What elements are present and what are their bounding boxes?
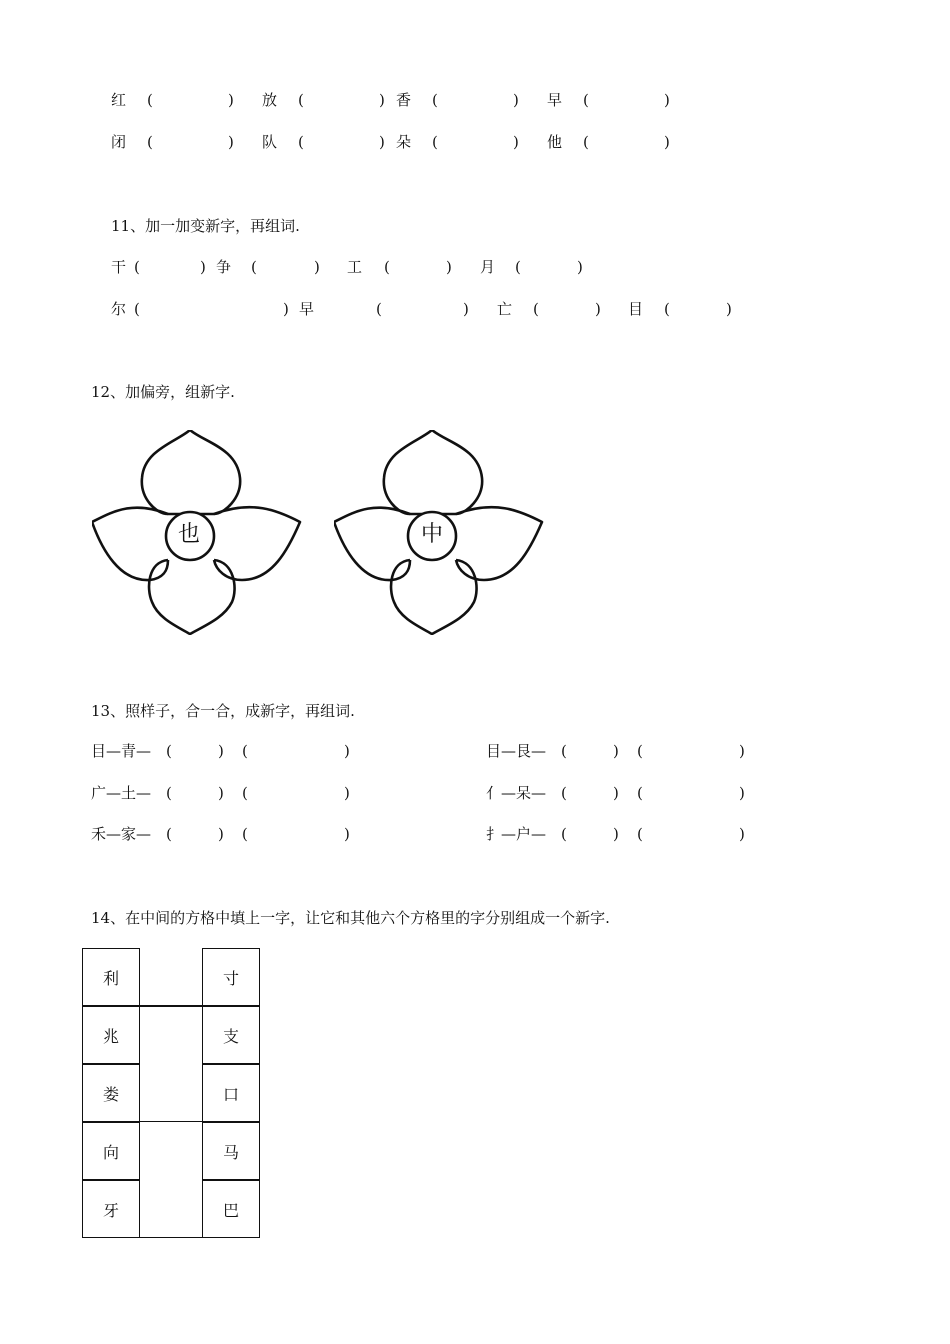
paren-open: ( — [637, 784, 643, 802]
grid-cell-left: 兆 — [82, 1006, 140, 1064]
paren-close: ) — [218, 825, 224, 843]
char: 放 — [262, 91, 278, 109]
grid-cell-right: 支 — [202, 1006, 260, 1064]
q13-right-item: 目—艮— — [486, 742, 547, 760]
grid-cell-right: 巴 — [202, 1180, 260, 1238]
q13-left-item: 禾—家— — [91, 825, 152, 843]
q13-right-item: 亻—呆— — [486, 784, 547, 802]
q13-left-item: 广—土— — [91, 784, 152, 802]
q13-left-item: 目—青— — [91, 742, 152, 760]
paren-close: ) — [228, 91, 234, 109]
paren-open: ( — [376, 300, 382, 318]
grid-cell-right: 马 — [202, 1122, 260, 1180]
paren-open: ( — [298, 133, 304, 151]
question-13-title: 13、照样子，合一合，成新字，再组词. — [91, 702, 355, 720]
paren-close: ) — [344, 825, 350, 843]
paren-open: ( — [166, 825, 172, 843]
paren-open: ( — [637, 742, 643, 760]
char: 朵 — [396, 133, 412, 151]
paren-open: ( — [166, 742, 172, 760]
paren-close: ) — [218, 742, 224, 760]
flower-center-char: 也 — [178, 522, 201, 547]
paren-open: ( — [242, 742, 248, 760]
paren-close: ) — [613, 784, 619, 802]
grid-bottom-gap — [140, 1122, 202, 1238]
paren-open: ( — [561, 784, 567, 802]
paren-close: ) — [283, 300, 289, 318]
paren-close: ) — [664, 133, 670, 151]
paren-close: ) — [664, 91, 670, 109]
question-12-title: 12、加偏旁，组新字. — [91, 383, 235, 401]
paren-close: ) — [739, 742, 745, 760]
paren-close: ) — [726, 300, 732, 318]
grid-cell-right: 口 — [202, 1064, 260, 1122]
paren-close: ) — [739, 825, 745, 843]
paren-open: ( — [251, 258, 257, 276]
paren-close: ) — [463, 300, 469, 318]
q13-right-item: 扌—户— — [486, 825, 547, 843]
paren-open: ( — [561, 825, 567, 843]
paren-close: ) — [344, 742, 350, 760]
grid-cell-left: 娄 — [82, 1064, 140, 1122]
paren-open: ( — [583, 133, 589, 151]
paren-open: ( — [515, 258, 521, 276]
char: 亡 — [497, 300, 513, 318]
char: 他 — [547, 133, 563, 151]
grid-center-answer-cell[interactable] — [140, 1006, 202, 1122]
char: 红 — [111, 91, 127, 109]
paren-open: ( — [134, 258, 140, 276]
char: 闭 — [111, 133, 127, 151]
paren-close: ) — [379, 91, 385, 109]
paren-open: ( — [664, 300, 670, 318]
paren-close: ) — [344, 784, 350, 802]
paren-open: ( — [561, 742, 567, 760]
char: 尔 — [111, 300, 127, 318]
grid-top-gap — [140, 948, 202, 1006]
paren-close: ) — [218, 784, 224, 802]
paren-open: ( — [432, 133, 438, 151]
char: 干 — [111, 258, 127, 276]
char: 队 — [262, 133, 278, 151]
paren-close: ) — [577, 258, 583, 276]
paren-close: ) — [595, 300, 601, 318]
paren-close: ) — [228, 133, 234, 151]
paren-close: ) — [379, 133, 385, 151]
paren-open: ( — [166, 784, 172, 802]
paren-close: ) — [739, 784, 745, 802]
paren-close: ) — [613, 742, 619, 760]
grid-cell-left: 向 — [82, 1122, 140, 1180]
paren-open: ( — [384, 258, 390, 276]
grid-cell-left: 牙 — [82, 1180, 140, 1238]
grid-cell-right: 寸 — [202, 948, 260, 1006]
char: 香 — [396, 91, 412, 109]
paren-close: ) — [314, 258, 320, 276]
paren-close: ) — [613, 825, 619, 843]
char: 早 — [299, 300, 315, 318]
char: 目 — [628, 300, 644, 318]
paren-close: ) — [200, 258, 206, 276]
question-11-title: 11、加一加变新字，再组词. — [111, 217, 300, 235]
paren-open: ( — [134, 300, 140, 318]
paren-open: ( — [583, 91, 589, 109]
paren-open: ( — [637, 825, 643, 843]
paren-close: ) — [513, 133, 519, 151]
paren-open: ( — [432, 91, 438, 109]
char: 月 — [480, 258, 496, 276]
flower-center-char: 中 — [421, 522, 444, 547]
question-14-title: 14、在中间的方格中填上一字，让它和其他六个方格里的字分别组成一个新字. — [91, 909, 610, 927]
paren-open: ( — [242, 784, 248, 802]
paren-open: ( — [242, 825, 248, 843]
paren-open: ( — [298, 91, 304, 109]
char: 争 — [216, 258, 232, 276]
char: 早 — [547, 91, 563, 109]
paren-close: ) — [446, 258, 452, 276]
paren-open: ( — [533, 300, 539, 318]
char: 工 — [347, 258, 363, 276]
paren-close: ) — [513, 91, 519, 109]
grid-cell-left: 利 — [82, 948, 140, 1006]
paren-open: ( — [147, 91, 153, 109]
paren-open: ( — [147, 133, 153, 151]
